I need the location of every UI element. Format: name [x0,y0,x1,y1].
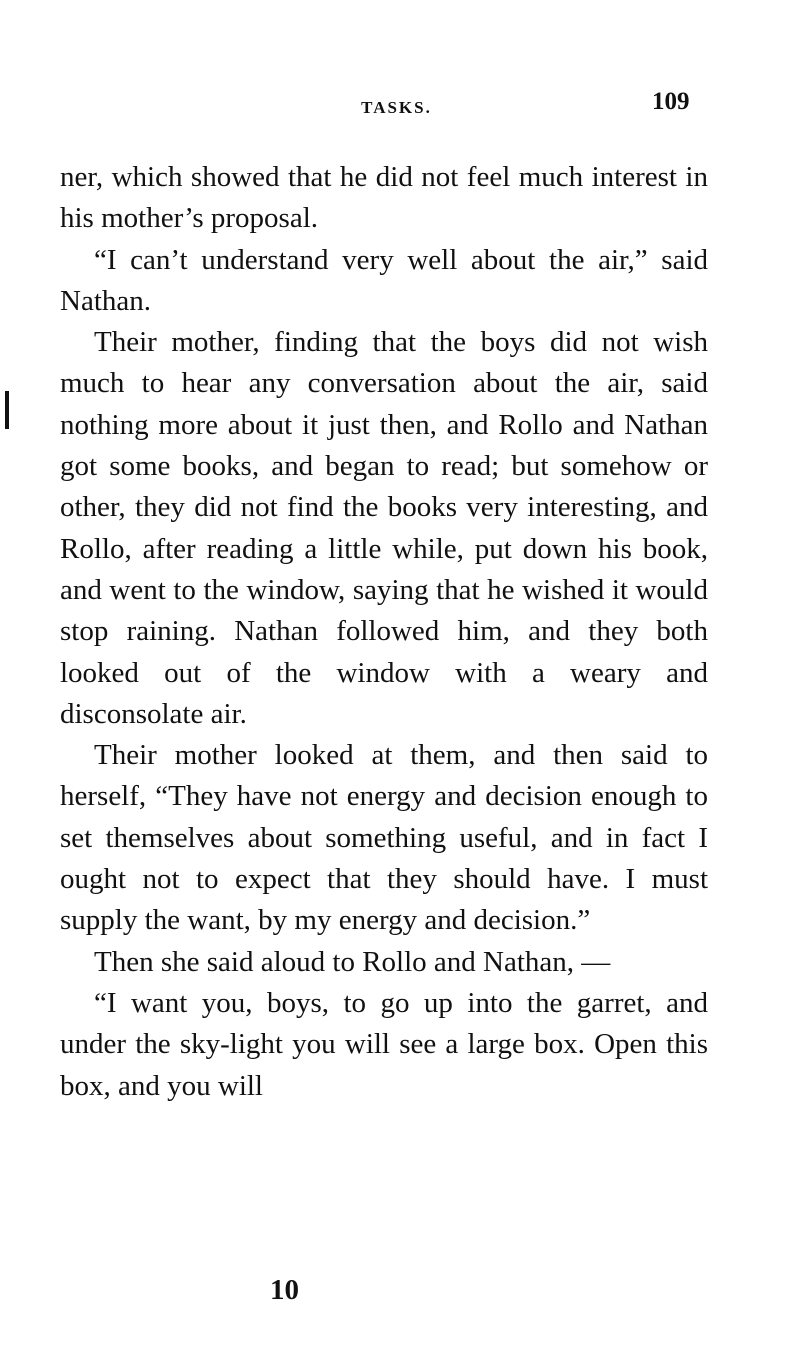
paragraph: ner, which showed that he did not feel much interest in his mother’s proposal. [60,161,708,235]
page-number: 109 [652,88,690,115]
paragraph: “I want you, boys, to go up into the garret, and under the sky-light you will see a large box. Open this box, and you will [60,986,708,1102]
paragraph: Their mother, finding that the boys did not wish much to hear any conversation about the air, said nothing more about it just then, and Rollo and Nathan got some books, and began to read; but somehow or other, they did not find the books very interesting, and Rollo, after reading a little while, put down his book, and went to the window, saying that he wished it would stop raining. Nathan followed him, and they both looked out of the window with a weary and disconsolate air. [60,326,708,730]
page-body [60,157,708,1107]
paragraph: Then she said aloud to Rollo and Nathan, — [94,945,611,978]
paragraph: Their mother looked at them, and then said to herself, “They have not energy and decision enough to set themselves about something useful, and in fact I ought not to expect that they should have. I must supply the want, by my energy and decision.” [60,739,708,937]
signature-mark: 10 [270,1274,299,1306]
margin-mark [5,391,9,429]
running-head: TASKS. [361,98,432,117]
paragraph: “I can’t understand very well about the air,” said Nathan. [60,243,708,317]
